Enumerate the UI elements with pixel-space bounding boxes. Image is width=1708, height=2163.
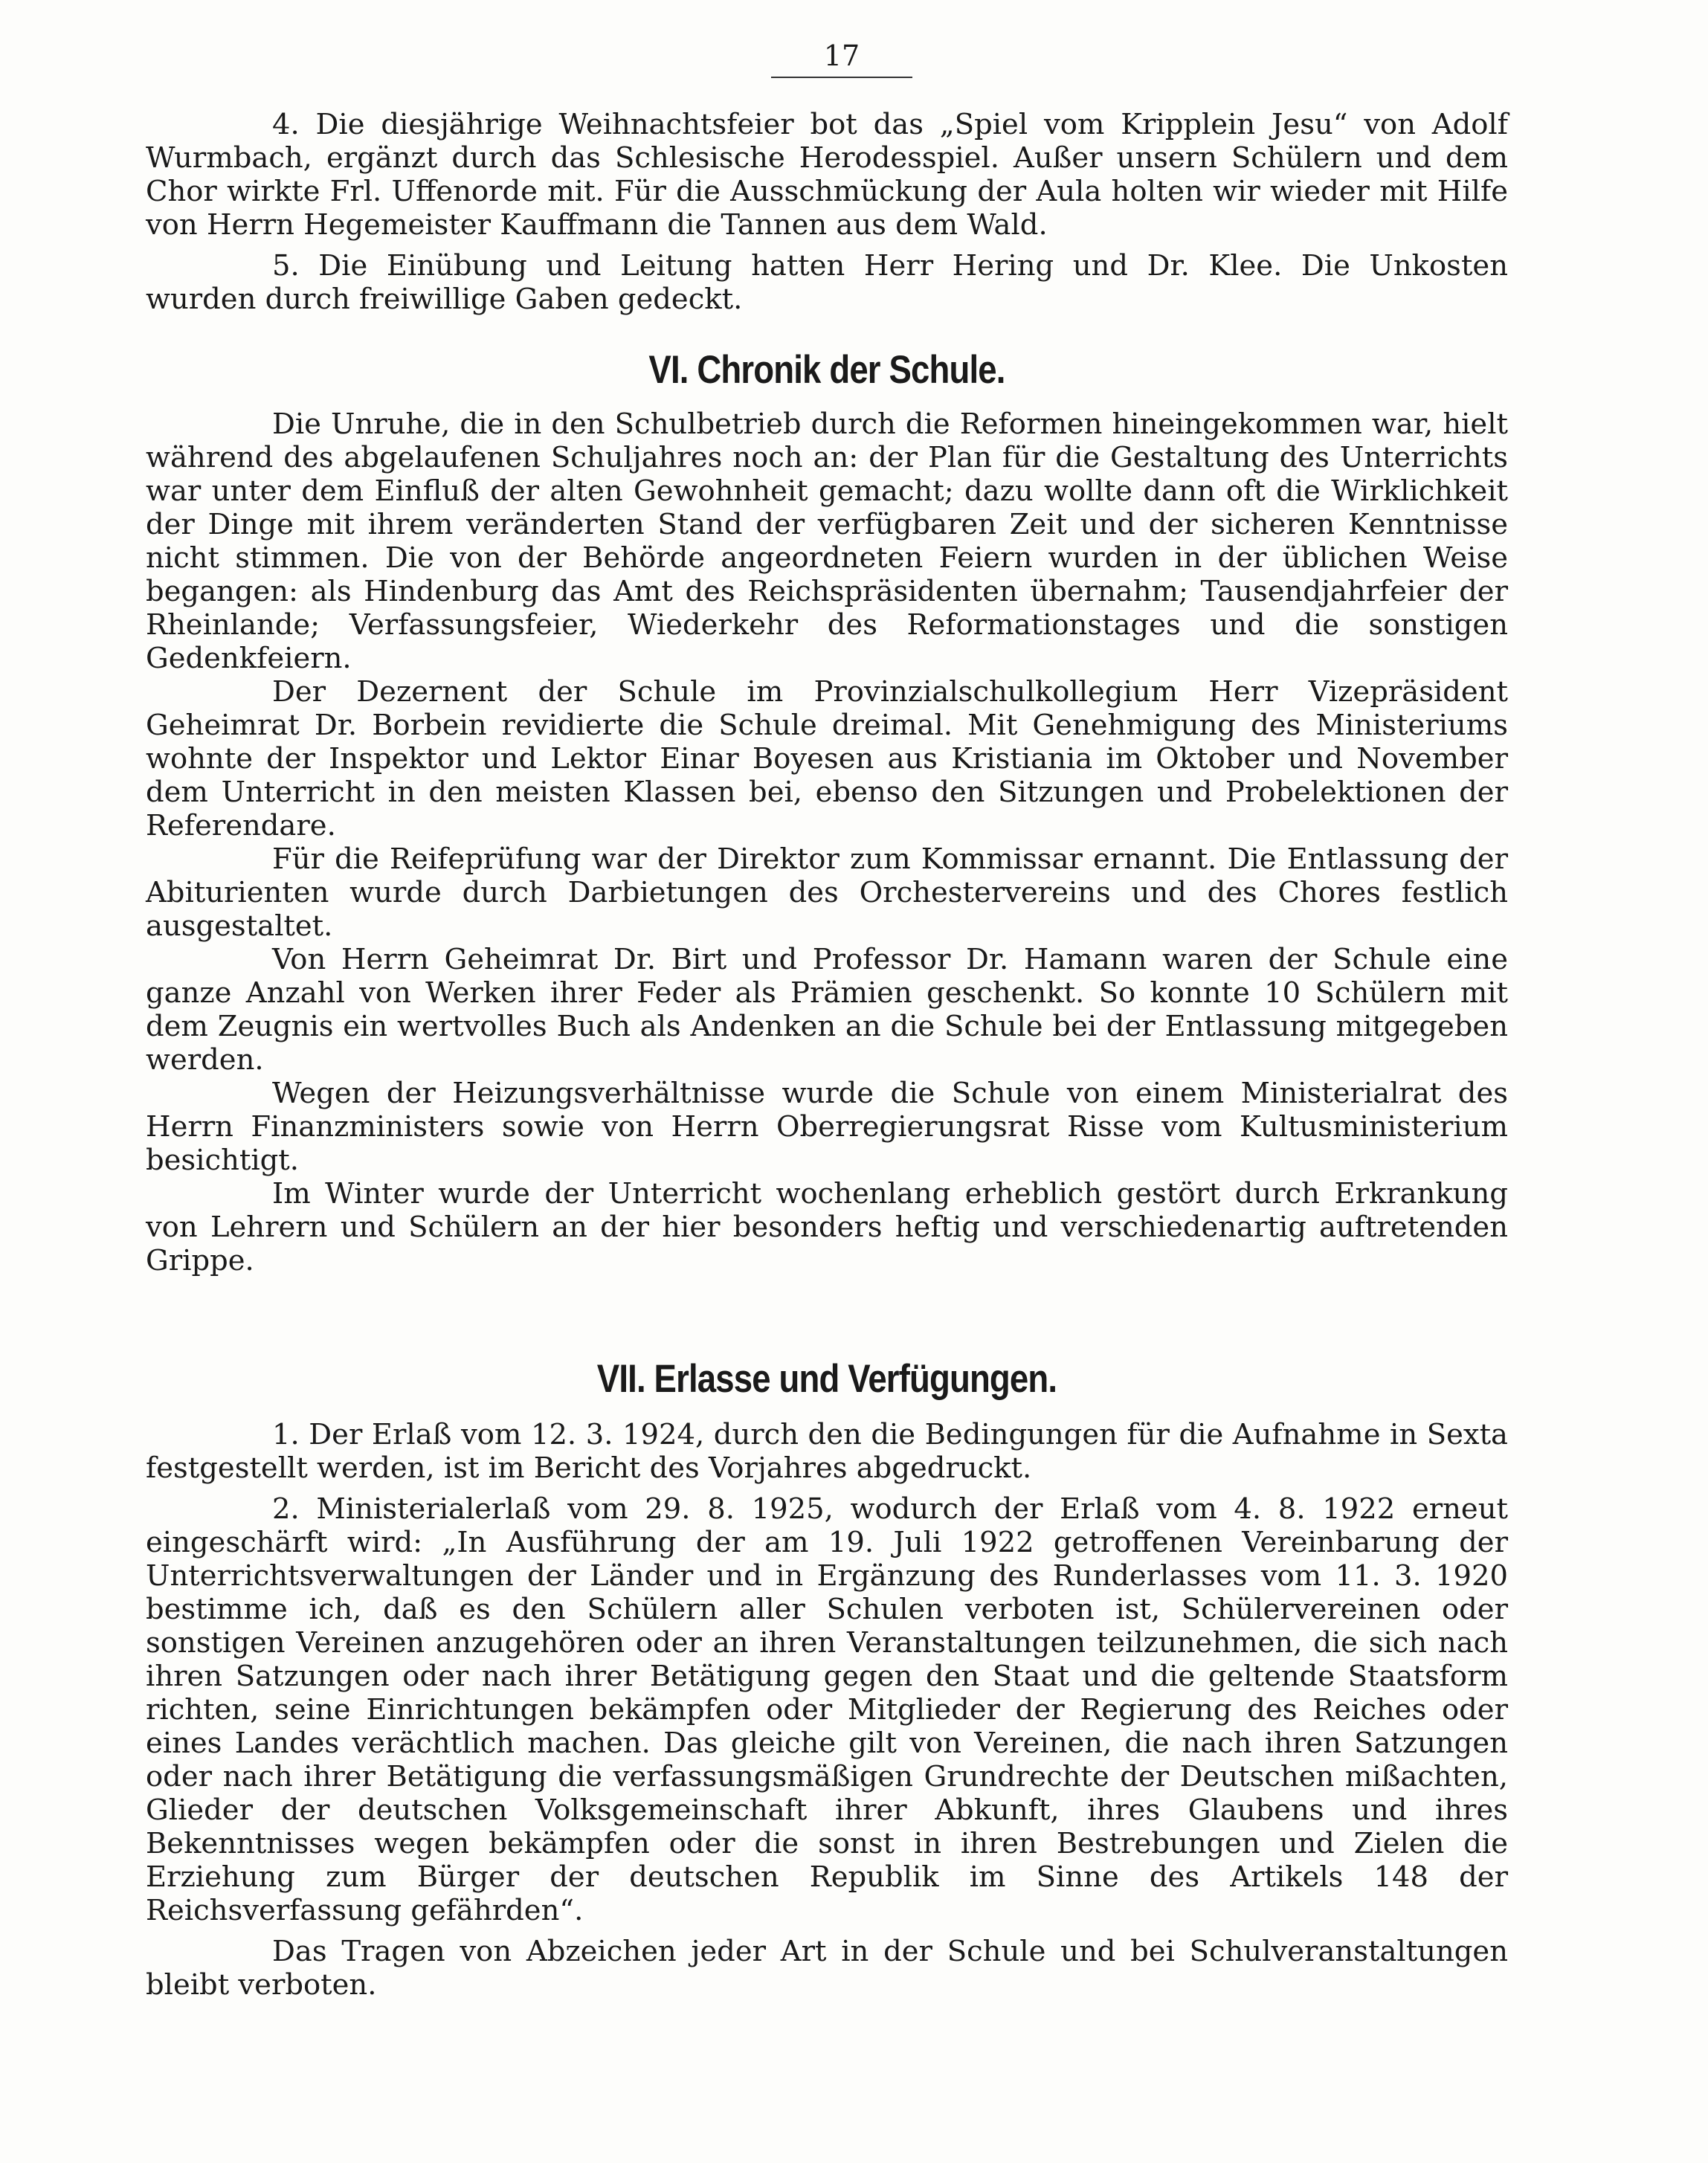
page-number-rule bbox=[771, 77, 912, 78]
erlass-paragraph: 1. Der Erlaß vom 12. 3. 1924, durch den die Bedingungen für die Aufnahme in Sexta festgestellt werden, ist im Bericht des Vorjahres abgedruckt. bbox=[146, 1417, 1508, 1485]
page-number: 17 bbox=[823, 39, 860, 72]
chronik-paragraph: Der Dezernent der Schule im Provinzialschulkollegium Herr Vizepräsident Geheimrat Dr. Borbein revidierte die Schule dreimal. Mit Genehmigung des Ministeriums wohnte der Inspektor und Lektor Einar Boyesen aus Kristiania im Oktober und November dem Unterricht in den meisten Klassen bei, ebenso den Sitzungen und Probelektionen der Referendare. bbox=[146, 674, 1508, 842]
intro-item-5: 5. Die Einübung und Leitung hatten Herr Hering und Dr. Klee. Die Unkosten wurden durch freiwillige Gaben gedeckt. bbox=[146, 248, 1508, 316]
erlass-paragraph: 2. Ministerialerlaß vom 29. 8. 1925, wodurch der Erlaß vom 4. 8. 1922 erneut eingeschärft wird: „In Ausführung der am 19. Juli 1922 getroffenen Vereinbarung der Unterrichtsverwaltungen der Länder und in Ergänzung des Runderlasses vom 11. 3. 1920 bestimme ich, daß es den Schülern aller Schulen verboten ist, Schülervereinen oder sonstigen Vereinen anzugehören oder an ihren Veranstaltungen teilzunehmen, die sich nach ihren Satzungen oder nach ihrer Betätigung gegen den Staat und die geltende Staatsform richten, seine Einrichtungen bekämpfen oder Mitglieder der Regierung des Reiches oder eines Landes verächtlich machen. Das gleiche gilt von Vereinen, die nach ihren Satzungen oder nach ihrer Betätigung die verfassungsmäßigen Grundrechte der Deutschen mißachten, Glieder der deutschen Volksgemeinschaft ihrer Abkunft, ihres Glaubens und ihres Bekenntnisses wegen bekämpfen oder die sonst in ihren Bestrebungen und Zielen die Erziehung zum Bürger der deutschen Republik im Sinne des Artikels 148 der Reichsverfassung gefährden“. bbox=[146, 1492, 1508, 1927]
page-content bbox=[146, 41, 1508, 2002]
erlass-paragraph: Das Tragen von Abzeichen jeder Art in der Schule und bei Schulveranstaltungen bleibt verboten. bbox=[146, 1934, 1508, 2002]
chronik-paragraph: Die Unruhe, die in den Schulbetrieb durch die Reformen hineingekommen war, hielt während des abgelaufenen Schuljahres noch an: der Plan für die Gestaltung des Unterrichts war unter dem Einfluß der alten Gewohnheit gemacht; dazu wollte dann oft die Wirklichkeit der Dinge mit ihrem veränderten Stand der verfügbaren Zeit und der sicheren Kenntnisse nicht stimmen. Die von der Behörde angeordneten Feiern wurden in der üblichen Weise begangen: als Hindenburg das Amt des Reichspräsidenten übernahm; Tausendjahrfeier der Rheinlande; Verfassungsfeier, Wiederkehr des Reformationstages und die sonstigen Gedenkfeiern. bbox=[146, 407, 1508, 675]
chronik-paragraph: Von Herrn Geheimrat Dr. Birt und Professor Dr. Hamann waren der Schule eine ganze Anzahl von Werken ihrer Feder als Prämien geschenkt. So konnte 10 Schülern mit dem Zeugnis ein wertvolles Buch als Andenken an die Schule bei der Entlassung mitgegeben werden. bbox=[146, 942, 1508, 1077]
intro-item-4: 4. Die diesjährige Weihnachtsfeier bot das „Spiel vom Kripplein Jesu“ von Adolf Wurmbach, ergänzt durch das Schlesische Herodesspiel. Außer unsern Schülern und dem Chor wirkte Frl. Uffenorde mit. Für die Ausschmückung der Aula holten wir wieder mit Hilfe von Herrn Hegemeister Kauffmann die Tannen aus dem Wald. bbox=[146, 107, 1508, 242]
chronik-paragraph: Im Winter wurde der Unterricht wochenlang erheblich gestört durch Erkrankung von Lehrern und Schülern an der hier besonders heftig und verschiedenartig auftretenden Grippe. bbox=[146, 1176, 1508, 1277]
section-heading-erlasse: VII. Erlasse und Verfügungen. bbox=[596, 1356, 1057, 1401]
section-heading-chronik: VI. Chronik der Schule. bbox=[648, 347, 1005, 392]
chronik-paragraph: Wegen der Heizungsverhältnisse wurde die Schule von einem Ministerialrat des Herrn Finanzministers sowie von Herrn Oberregierungsrat Risse vom Kultusministerium besichtigt. bbox=[146, 1076, 1508, 1177]
chronik-paragraph: Für die Reifeprüfung war der Direktor zum Kommissar ernannt. Die Entlassung der Abiturienten wurde durch Darbietungen des Orchestervereins und des Chores festlich ausgestaltet. bbox=[146, 842, 1508, 943]
